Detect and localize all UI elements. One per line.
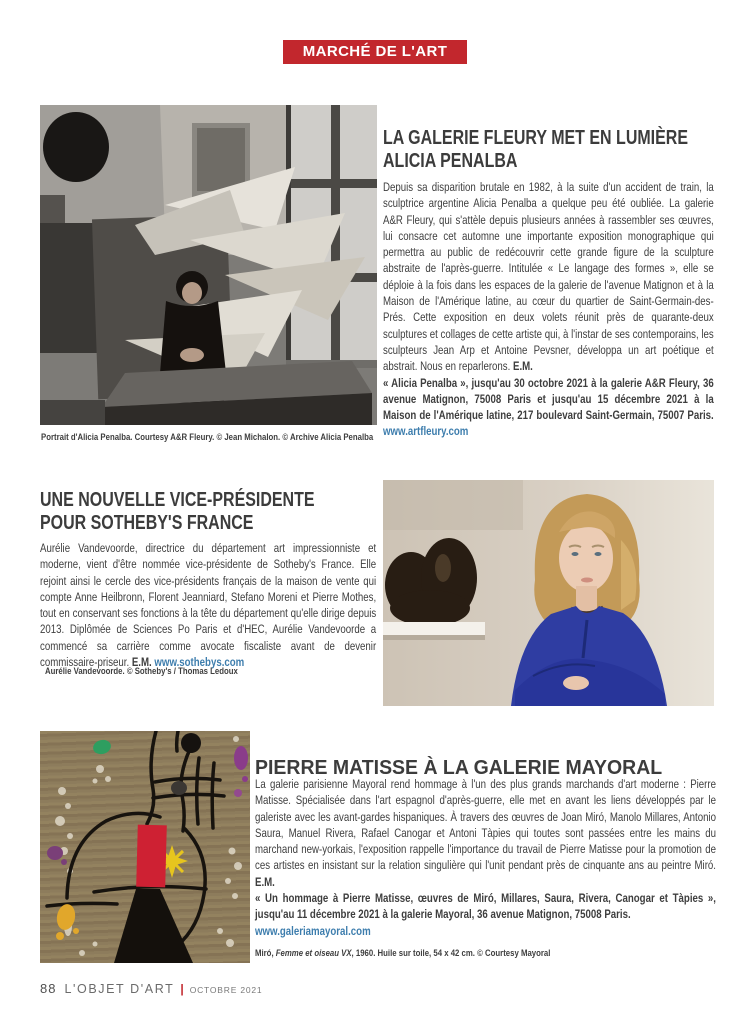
vandevoorde-portrait-photo bbox=[383, 480, 714, 706]
footer-separator: | bbox=[180, 982, 184, 996]
exhibition-info bbox=[255, 890, 716, 939]
caption-text: , 1960. Huile sur toile, 54 x 42 cm. © Courtesy Mayoral bbox=[351, 948, 551, 959]
title-line: LA GALERIE FLEURY MET EN LUMIÈRE bbox=[383, 126, 689, 149]
article-title-sothebys bbox=[40, 488, 383, 534]
photo-caption-vandevoorde: Aurélie Vandevoorde. © Sotheby's / Thomas Ledoux bbox=[45, 666, 238, 677]
byline: E.M. bbox=[513, 359, 533, 374]
miro-painting-photo bbox=[40, 731, 250, 963]
article-paragraph bbox=[40, 540, 376, 670]
caption-text: Miró, bbox=[255, 948, 276, 959]
title-line: POUR SOTHEBY'S FRANCE bbox=[40, 511, 254, 534]
penalba-studio-illustration bbox=[40, 105, 377, 425]
artfleury-link[interactable]: www.artfleury.com bbox=[383, 424, 469, 439]
penalba-studio-photo bbox=[40, 105, 377, 425]
article-body-fleury bbox=[383, 179, 714, 440]
galeriamayoral-link[interactable]: www.galeriamayoral.com bbox=[255, 923, 371, 938]
article-paragraph bbox=[383, 179, 714, 375]
title-line: PIERRE MATISSE À LA GALERIE MAYORAL bbox=[255, 756, 663, 779]
magazine-title: L'OBJET D'ART bbox=[64, 982, 175, 996]
article-body-mayoral bbox=[255, 776, 716, 939]
page-footer bbox=[40, 981, 262, 996]
exhibition-info bbox=[383, 375, 714, 440]
byline: E.M. bbox=[255, 874, 275, 889]
page-number: 88 bbox=[40, 981, 57, 996]
title-line: UNE NOUVELLE VICE-PRÉSIDENTE bbox=[40, 488, 315, 511]
photo-caption-penalba: Portrait d'Alicia Penalba. Courtesy A&R Fleury. © Jean Michalon. © Archive Alicia Penalba bbox=[41, 432, 374, 443]
photo-caption-miro bbox=[255, 948, 608, 959]
info-text: « Alicia Penalba », jusqu'au 30 octobre 2021 à la galerie A&R Fleury, 36 avenue Matignon, 75008 Paris et jusqu'au 15 décembre 2021 à la Maison de l'Amérique latine, 217 boulevard Saint-Germain, 75007 Paris. bbox=[383, 375, 714, 423]
info-text: « Un hommage à Pierre Matisse, œuvres de Miró, Millares, Saura, Rivera, Canogar et Tàpies », jusqu'au 11 décembre 2021 à la galerie Mayoral, 36 avenue Matignon, 75008 Paris. bbox=[255, 891, 716, 922]
body-text: La galerie parisienne Mayoral rend hommage à l'un des plus grands marchands d'art moderne : Pierre Matisse. Spécialisée dans l'art espagnol d'après-guerre, elle met en avant les liens développés par le galeriste avec les avant-gardes hispaniques. À travers des œuvres de Joan Miró, Manolo Millares, Antonio Saura, Manuel Rivera, Rafael Canogar et Antoni Tàpies qui toutes sont passées entre les mains du marchand new-yorkais, l'exposition rappelle l'importance du travail de Pierre Matisse pour la promotion de ces artistes en insistant sur la relation singulière qui l'unit pendant près de cinquante ans au peintre Miró. bbox=[255, 777, 716, 873]
sothebys-link[interactable]: www.sothebys.com bbox=[154, 655, 245, 670]
byline: E.M. bbox=[131, 655, 155, 670]
section-tag: MARCHÉ DE L'ART bbox=[283, 40, 467, 64]
body-text: Depuis sa disparition brutale en 1982, à la suite d'un accident de train, la sculptrice argentine Alicia Penalba a quelque peu été oubliée. La galerie A&R Fleury, qui s'attèle depuis plusieurs années à rassembler ses œuvres, lui consacre cet automne une importante exposition monographique qui permettra au public de redécouvrir cette grande figure de la sculpture abstraite de l'après-guerre. Intitulée « Le langage des formes », elle se déploie à la fois dans les espaces de la galerie de l'avenue Matignon et à la Maison de l'Amérique latine, au cœur du quartier de Saint-Germain-des-Prés. Cette exposition en deux volets réunit près de quarante-deux sculptures et collages de cette artiste qui, à l'instar de ses contemporains, les sculpteurs Jean Arp et Antoine Pevsner, développa un art poétique et abstrait. Nous en reparlerons. bbox=[383, 180, 714, 374]
title-line: ALICIA PENALBA bbox=[383, 149, 518, 172]
article-body-sothebys bbox=[40, 540, 376, 670]
body-text: Aurélie Vandevoorde, directrice du département art impressionniste et moderne, vient d'être nommée vice-présidente de Sotheby's France. Elle rejoint ainsi le cercle des vice-présidents français de la maison de vente qui compte Anne Heilbronn, Florent Jeanniard, Stefano Moreni et Pierre Mothes, tout en conservant ses fonctions à la tête du département qu'elle dirige depuis 2013. Diplômée de Sciences Po Paris et d'HEC, Aurélie Vandevoorde a commencé sa carrière comme avocate fiscaliste avant de devenir commissaire-priseur. bbox=[40, 541, 377, 670]
article-paragraph bbox=[255, 776, 716, 890]
vandevoorde-portrait-illustration bbox=[383, 480, 714, 706]
miro-painting-illustration bbox=[40, 731, 250, 963]
artwork-title: Femme et oiseau VX bbox=[275, 948, 352, 959]
issue-date: OCTOBRE 2021 bbox=[189, 985, 263, 995]
article-title-fleury bbox=[383, 126, 726, 172]
